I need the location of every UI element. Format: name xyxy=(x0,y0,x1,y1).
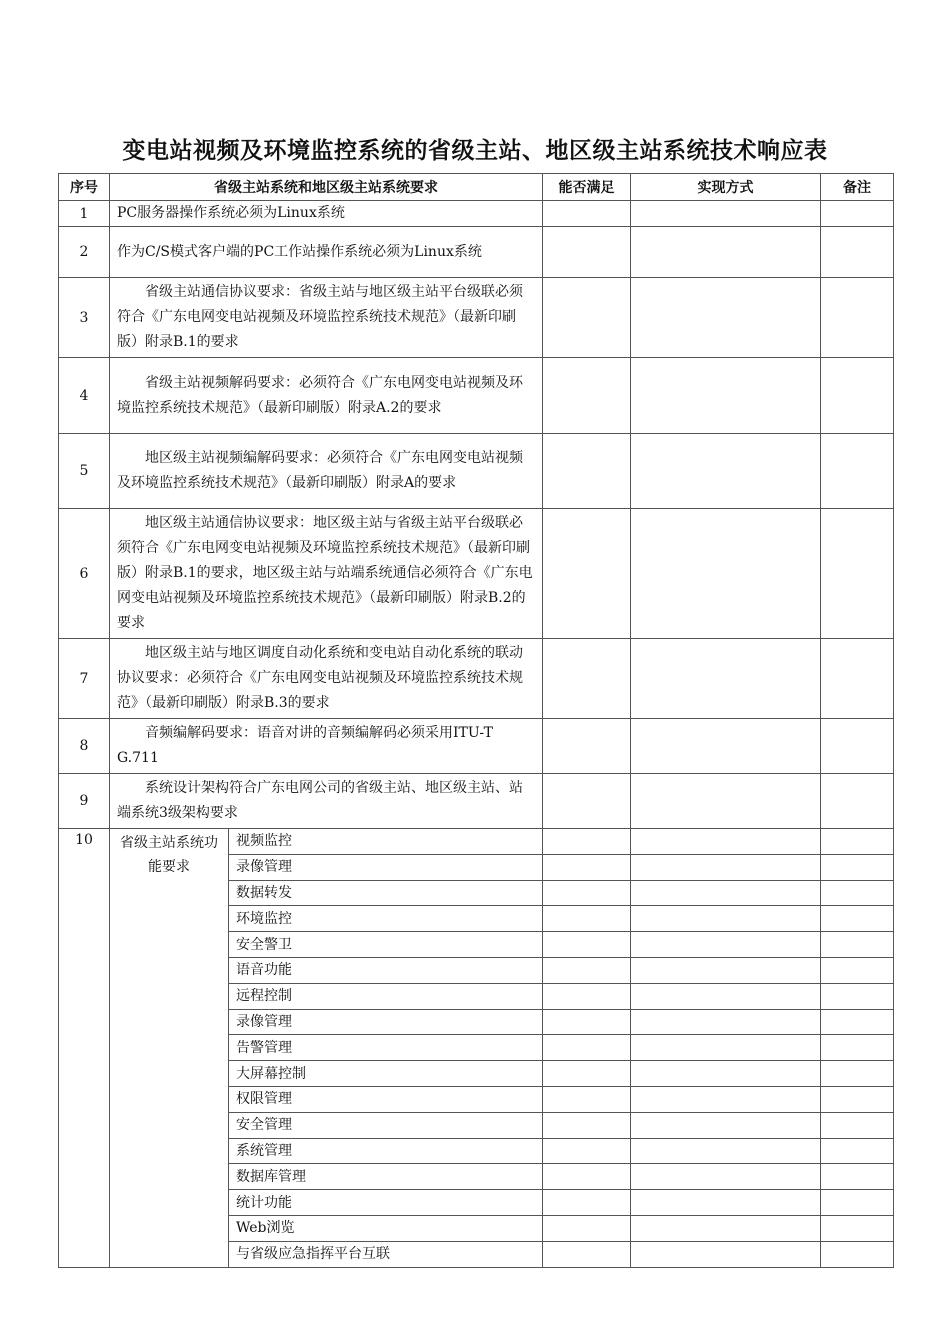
satisfied-cell[interactable] xyxy=(543,1190,631,1216)
satisfied-cell[interactable] xyxy=(543,1138,631,1164)
satisfied-cell[interactable] xyxy=(543,509,631,639)
method-cell[interactable] xyxy=(631,1086,821,1112)
satisfied-cell[interactable] xyxy=(543,1241,631,1267)
remark-cell[interactable] xyxy=(821,1035,894,1061)
table-row xyxy=(59,719,894,774)
function-item: 系统管理 xyxy=(229,1138,543,1164)
table-header-row xyxy=(59,174,894,201)
remark-cell[interactable] xyxy=(821,201,894,227)
function-item: 统计功能 xyxy=(229,1190,543,1216)
function-item: 与省级应急指挥平台互联 xyxy=(229,1241,543,1267)
satisfied-cell[interactable] xyxy=(543,983,631,1009)
row-number: 2 xyxy=(59,227,110,278)
remark-cell[interactable] xyxy=(821,1009,894,1035)
remark-cell[interactable] xyxy=(821,906,894,932)
document-title: 变电站视频及环境监控系统的省级主站、地区级主站系统技术响应表 xyxy=(122,138,828,164)
remark-cell[interactable] xyxy=(821,1241,894,1267)
requirement-text: 音频编解码要求：语音对讲的音频编解码必须采用ITU-T G.711 xyxy=(110,719,543,774)
method-cell[interactable] xyxy=(631,201,821,227)
remark-cell[interactable] xyxy=(821,639,894,719)
satisfied-cell[interactable] xyxy=(543,829,631,855)
row-number: 10 xyxy=(59,829,110,1268)
method-cell[interactable] xyxy=(631,1035,821,1061)
method-cell[interactable] xyxy=(631,1009,821,1035)
row-number: 7 xyxy=(59,639,110,719)
function-item: 环境监控 xyxy=(229,906,543,932)
method-cell[interactable] xyxy=(631,854,821,880)
method-cell[interactable] xyxy=(631,957,821,983)
satisfied-cell[interactable] xyxy=(543,880,631,906)
requirement-text: 省级主站视频解码要求：必须符合《广东电网变电站视频及环境监控系统技术规范》（最新印刷版）附录A.2的要求 xyxy=(110,358,543,434)
method-cell[interactable] xyxy=(631,932,821,958)
row-number: 4 xyxy=(59,358,110,434)
remark-cell[interactable] xyxy=(821,1215,894,1241)
table-row xyxy=(59,201,894,227)
function-item: 权限管理 xyxy=(229,1086,543,1112)
function-item: 视频监控 xyxy=(229,829,543,855)
header-method: 实现方式 xyxy=(631,174,821,201)
remark-cell[interactable] xyxy=(821,719,894,774)
requirement-text: 系统设计架构符合广东电网公司的省级主站、地区级主站、站端系统3级架构要求 xyxy=(110,774,543,829)
remark-cell[interactable] xyxy=(821,1164,894,1190)
satisfied-cell[interactable] xyxy=(543,358,631,434)
remark-cell[interactable] xyxy=(821,1138,894,1164)
remark-cell[interactable] xyxy=(821,957,894,983)
function-group-label: 省级主站系统功能要求 xyxy=(110,829,229,1268)
row-number: 3 xyxy=(59,278,110,358)
satisfied-cell[interactable] xyxy=(543,227,631,278)
function-item: 大屏幕控制 xyxy=(229,1061,543,1087)
satisfied-cell[interactable] xyxy=(543,1086,631,1112)
remark-cell[interactable] xyxy=(821,829,894,855)
remark-cell[interactable] xyxy=(821,1112,894,1138)
remark-cell[interactable] xyxy=(821,983,894,1009)
method-cell[interactable] xyxy=(631,906,821,932)
header-requirement: 省级主站系统和地区级主站系统要求 xyxy=(110,174,543,201)
satisfied-cell[interactable] xyxy=(543,854,631,880)
satisfied-cell[interactable] xyxy=(543,957,631,983)
remark-cell[interactable] xyxy=(821,880,894,906)
header-num: 序号 xyxy=(59,174,110,201)
remark-cell[interactable] xyxy=(821,278,894,358)
table-row xyxy=(59,639,894,719)
method-cell[interactable] xyxy=(631,639,821,719)
remark-cell[interactable] xyxy=(821,227,894,278)
method-cell[interactable] xyxy=(631,1241,821,1267)
remark-cell[interactable] xyxy=(821,358,894,434)
row-number: 6 xyxy=(59,509,110,639)
remark-cell[interactable] xyxy=(821,1061,894,1087)
method-cell[interactable] xyxy=(631,829,821,855)
table-row xyxy=(59,434,894,509)
satisfied-cell[interactable] xyxy=(543,1164,631,1190)
remark-cell[interactable] xyxy=(821,1086,894,1112)
method-cell[interactable] xyxy=(631,434,821,509)
function-item: 数据库管理 xyxy=(229,1164,543,1190)
requirement-text: 地区级主站视频编解码要求：必须符合《广东电网变电站视频及环境监控系统技术规范》（最新印刷版）附录A的要求 xyxy=(110,434,543,509)
requirement-text: 省级主站通信协议要求：省级主站与地区级主站平台级联必须符合《广东电网变电站视频及环境监控系统技术规范》（最新印刷版）附录B.1的要求 xyxy=(110,278,543,358)
remark-cell[interactable] xyxy=(821,434,894,509)
requirement-text: 地区级主站与地区调度自动化系统和变电站自动化系统的联动协议要求：必须符合《广东电网变电站视频及环境监控系统技术规范》（最新印刷版）附录B.3的要求 xyxy=(110,639,543,719)
method-cell[interactable] xyxy=(631,1061,821,1087)
satisfied-cell[interactable] xyxy=(543,1009,631,1035)
satisfied-cell[interactable] xyxy=(543,639,631,719)
satisfied-cell[interactable] xyxy=(543,932,631,958)
header-remark: 备注 xyxy=(821,174,894,201)
function-item: 远程控制 xyxy=(229,983,543,1009)
table-row xyxy=(59,227,894,278)
table-row xyxy=(59,829,894,855)
method-cell[interactable] xyxy=(631,983,821,1009)
function-item: Web浏览 xyxy=(229,1215,543,1241)
row-number: 8 xyxy=(59,719,110,774)
table-row xyxy=(59,774,894,829)
function-item: 告警管理 xyxy=(229,1035,543,1061)
method-cell[interactable] xyxy=(631,509,821,639)
method-cell[interactable] xyxy=(631,227,821,278)
satisfied-cell[interactable] xyxy=(543,434,631,509)
method-cell[interactable] xyxy=(631,1215,821,1241)
table-row xyxy=(59,509,894,639)
function-item: 安全管理 xyxy=(229,1112,543,1138)
method-cell[interactable] xyxy=(631,774,821,829)
satisfied-cell[interactable] xyxy=(543,1061,631,1087)
row-number: 9 xyxy=(59,774,110,829)
requirement-text: 作为C/S模式客户端的PC工作站操作系统必须为Linux系统 xyxy=(110,227,543,278)
requirements-table xyxy=(58,173,894,1268)
method-cell[interactable] xyxy=(631,1164,821,1190)
method-cell[interactable] xyxy=(631,278,821,358)
row-number: 5 xyxy=(59,434,110,509)
satisfied-cell[interactable] xyxy=(543,906,631,932)
satisfied-cell[interactable] xyxy=(543,201,631,227)
method-cell[interactable] xyxy=(631,1190,821,1216)
satisfied-cell[interactable] xyxy=(543,719,631,774)
function-item: 数据转发 xyxy=(229,880,543,906)
method-cell[interactable] xyxy=(631,1138,821,1164)
method-cell[interactable] xyxy=(631,1112,821,1138)
function-item: 安全警卫 xyxy=(229,932,543,958)
table-row xyxy=(59,278,894,358)
method-cell[interactable] xyxy=(631,358,821,434)
row-number: 1 xyxy=(59,201,110,227)
requirement-text: 地区级主站通信协议要求：地区级主站与省级主站平台级联必须符合《广东电网变电站视频及环境监控系统技术规范》（最新印刷版）附录B.1的要求，地区级主站与站端系统通信必须符合《广东电网变电站视频及环境监控系统技术规范》（最新印刷版）附录B.2的要求 xyxy=(110,509,543,639)
table-row xyxy=(59,358,894,434)
satisfied-cell[interactable] xyxy=(543,1215,631,1241)
function-item: 语音功能 xyxy=(229,957,543,983)
satisfied-cell[interactable] xyxy=(543,774,631,829)
satisfied-cell[interactable] xyxy=(543,278,631,358)
header-satisfied: 能否满足 xyxy=(543,174,631,201)
function-item: 录像管理 xyxy=(229,1009,543,1035)
remark-cell[interactable] xyxy=(821,774,894,829)
satisfied-cell[interactable] xyxy=(543,1035,631,1061)
remark-cell[interactable] xyxy=(821,932,894,958)
method-cell[interactable] xyxy=(631,719,821,774)
requirement-text: PC服务器操作系统必须为Linux系统 xyxy=(110,201,543,227)
remark-cell[interactable] xyxy=(821,854,894,880)
satisfied-cell[interactable] xyxy=(543,1112,631,1138)
function-item: 录像管理 xyxy=(229,854,543,880)
remark-cell[interactable] xyxy=(821,509,894,639)
remark-cell[interactable] xyxy=(821,1190,894,1216)
method-cell[interactable] xyxy=(631,880,821,906)
